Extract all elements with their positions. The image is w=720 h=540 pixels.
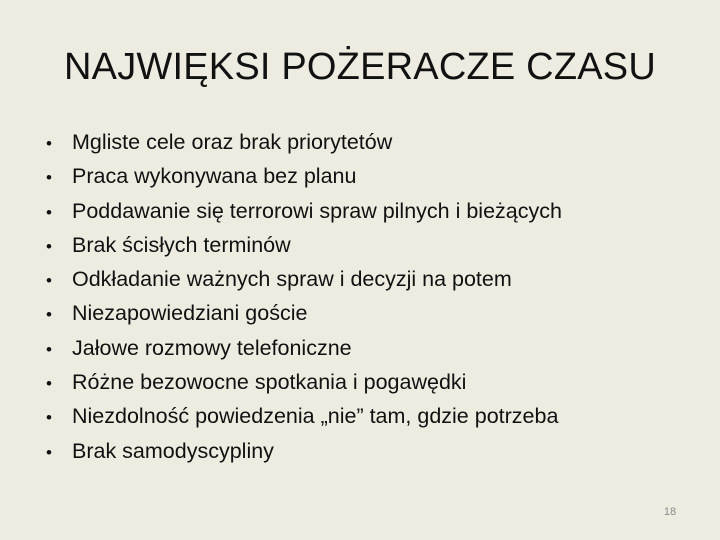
bullet-text: Praca wykonywana bez planu (72, 164, 357, 189)
page-number: 18 (663, 506, 677, 518)
bullet-icon: • (46, 374, 52, 394)
bullet-text: Odkładanie ważnych spraw i decyzji na potem (72, 267, 512, 292)
slide-title: NAJWIĘKSI POŻERACZE CZASU (64, 46, 656, 88)
bullet-item (46, 435, 562, 469)
bullet-icon: • (46, 339, 52, 359)
bullet-item (46, 263, 562, 297)
bullet-text: Poddawanie się terrorowi spraw pilnych i bieżących (72, 198, 562, 223)
bullet-icon: • (46, 271, 52, 291)
bullet-item (46, 160, 562, 194)
bullet-text: Niezapowiedziani goście (72, 301, 308, 326)
bullet-icon: • (46, 134, 52, 153)
bullet-text: Mgliste cele oraz brak priorytetów (72, 130, 393, 154)
bullet-text: Jałowe rozmowy telefoniczne (72, 335, 352, 360)
bullet-item (46, 229, 562, 263)
bullet-text: Niezdolność powiedzenia „nie” tam, gdzie potrzeba (72, 404, 559, 429)
bullet-item (46, 400, 562, 434)
bullet-icon: • (46, 408, 52, 428)
bullet-item (46, 332, 562, 366)
bullet-item (46, 126, 562, 160)
bullet-item (46, 297, 562, 331)
bullet-icon: • (46, 305, 52, 325)
bullet-list (46, 126, 562, 469)
bullet-text: Brak samodyscypliny (72, 438, 274, 463)
bullet-icon: • (46, 236, 52, 256)
bullet-text: Brak ścisłych terminów (72, 232, 291, 257)
bullet-item (46, 366, 562, 400)
bullet-icon: • (46, 202, 52, 222)
bullet-text: Różne bezowocne spotkania i pogawędki (72, 370, 467, 395)
bullet-item (46, 195, 562, 229)
bullet-icon: • (46, 168, 52, 188)
bullet-icon: • (46, 442, 52, 462)
